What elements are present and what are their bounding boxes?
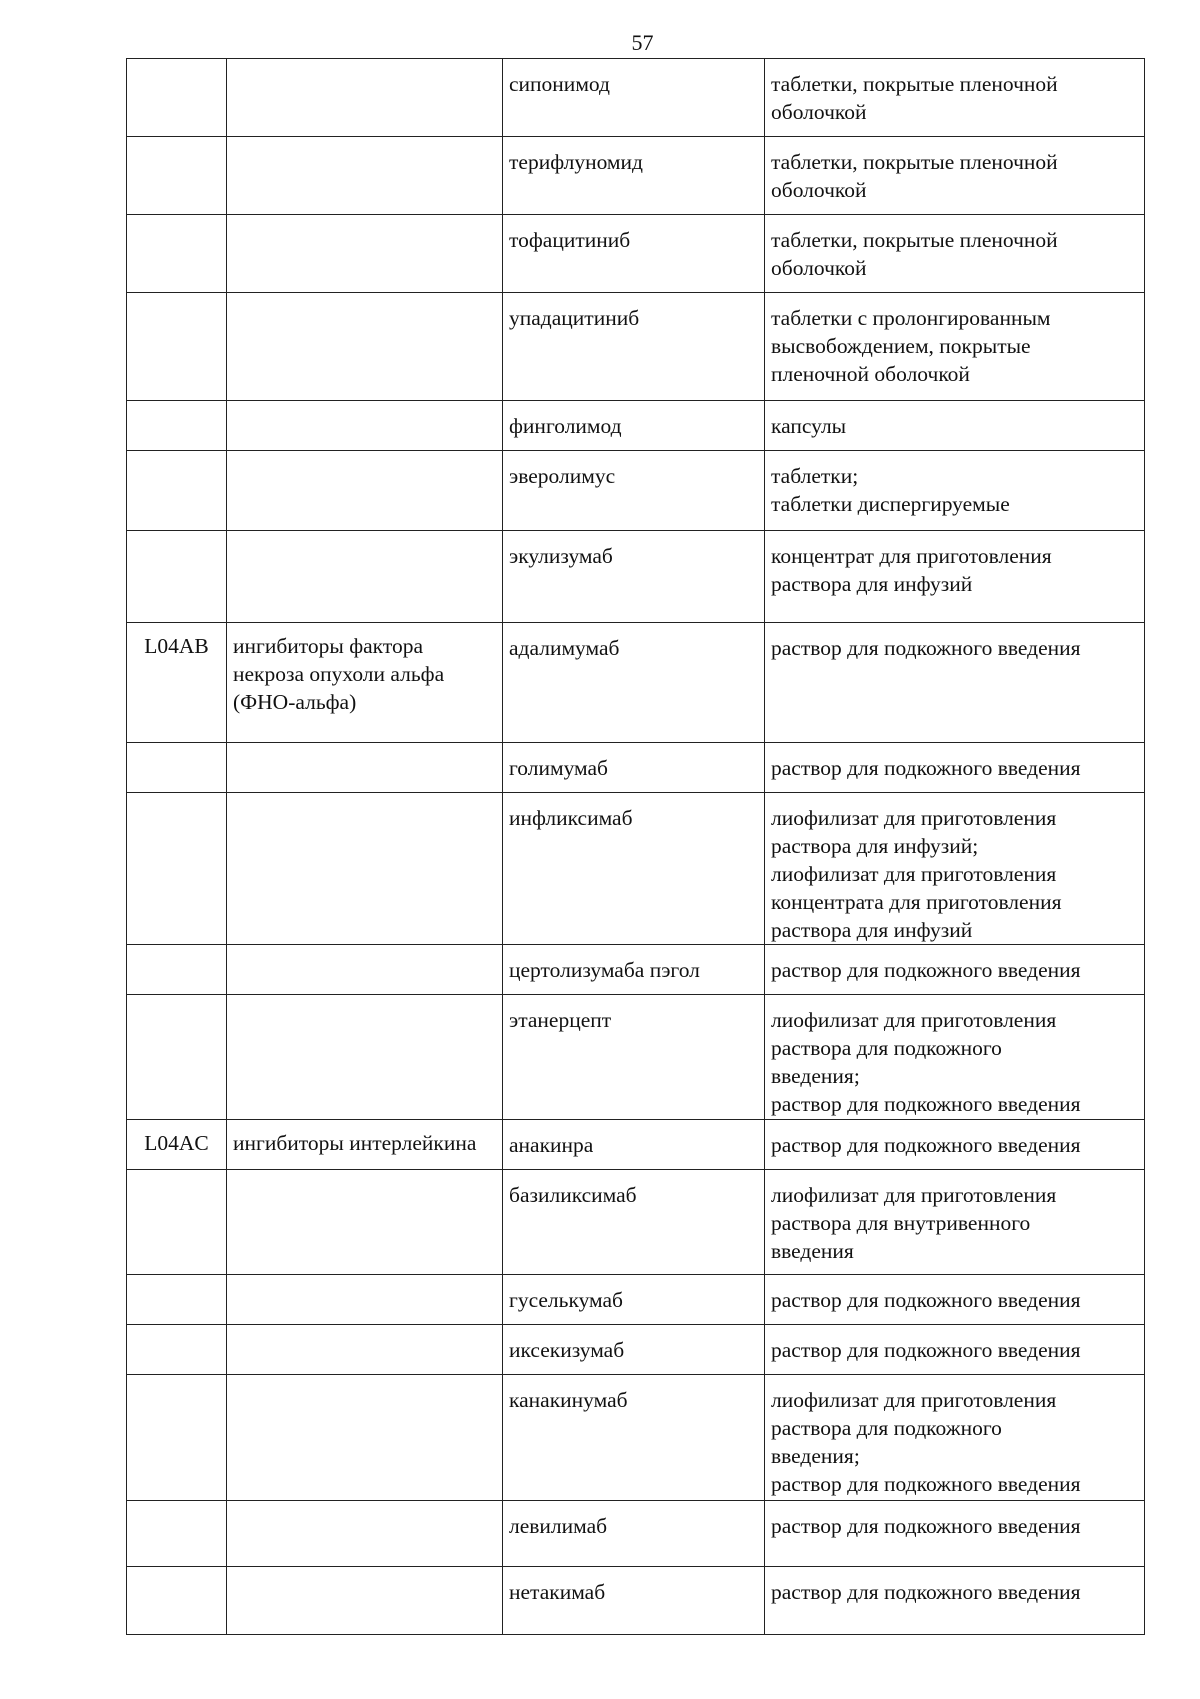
dosage-form-cell <box>765 995 1145 1120</box>
table-row <box>127 137 1145 215</box>
dosage-form-line: раствора для подкожного <box>771 1416 1002 1440</box>
dosage-form-cell <box>765 1275 1145 1325</box>
group-name-cell: ингибиторы интерлейкина <box>227 1120 503 1170</box>
group-name-cell <box>227 293 503 401</box>
dosage-form-line: раствор для подкожного введения <box>771 1092 1081 1116</box>
dosage-form-line: лиофилизат для приготовления <box>771 862 1057 886</box>
table-row <box>127 1275 1145 1325</box>
drug-name-cell: гуселькумаб <box>503 1275 765 1325</box>
drug-name-cell: голимумаб <box>503 743 765 793</box>
drug-name-cell: анакинра <box>503 1120 765 1170</box>
table-row <box>127 1325 1145 1375</box>
atc-code-cell <box>127 1170 227 1275</box>
atc-code-cell <box>127 1501 227 1567</box>
dosage-form-cell <box>765 531 1145 623</box>
group-name-cell <box>227 1567 503 1635</box>
drug-name-cell: эверолимус <box>503 451 765 531</box>
dosage-form-line: раствора для инфузий; <box>771 834 979 858</box>
dosage-form-line: таблетки диспергируемые <box>771 492 1010 516</box>
atc-code-cell <box>127 1275 227 1325</box>
dosage-form-cell <box>765 451 1145 531</box>
table-row <box>127 995 1145 1120</box>
drug-name-cell: цертолизумаба пэгол <box>503 945 765 995</box>
atc-code-cell <box>127 793 227 945</box>
drug-name-cell: нетакимаб <box>503 1567 765 1635</box>
atc-code-cell <box>127 945 227 995</box>
dosage-form-cell <box>765 401 1145 451</box>
table-row <box>127 623 1145 743</box>
table-row <box>127 1120 1145 1170</box>
table-row <box>127 1375 1145 1501</box>
table-row <box>127 59 1145 137</box>
group-name-cell <box>227 401 503 451</box>
table-row <box>127 1501 1145 1567</box>
dosage-form-line: лиофилизат для приготовления <box>771 1388 1057 1412</box>
drug-name-cell: адалимумаб <box>503 623 765 743</box>
atc-code-cell <box>127 401 227 451</box>
group-name-cell <box>227 531 503 623</box>
table-row <box>127 215 1145 293</box>
table-row <box>127 293 1145 401</box>
table-row <box>127 743 1145 793</box>
atc-code-cell: L04AB <box>127 623 227 743</box>
group-name-cell <box>227 945 503 995</box>
table-row <box>127 945 1145 995</box>
dosage-form-line: введения; <box>771 1444 860 1468</box>
dosage-form-line: раствор для подкожного введения <box>771 1338 1081 1362</box>
group-name-cell: ингибиторы фактора некроза опухоли альфа (ФНО-альфа) <box>227 623 503 743</box>
drug-name-cell: инфликсимаб <box>503 793 765 945</box>
dosage-form-cell <box>765 793 1145 945</box>
dosage-form-line: раствора для подкожного <box>771 1036 1002 1060</box>
atc-code-cell <box>127 1325 227 1375</box>
dosage-form-line: концентрат для приготовления <box>771 544 1052 568</box>
atc-code-cell <box>127 531 227 623</box>
dosage-form-line: раствор для подкожного введения <box>771 958 1081 982</box>
group-name-cell <box>227 995 503 1120</box>
dosage-form-cell <box>765 1120 1145 1170</box>
drug-name-cell: упадацитиниб <box>503 293 765 401</box>
dosage-form-line: раствора для внутривенного <box>771 1211 1031 1235</box>
table-row <box>127 1170 1145 1275</box>
table-row <box>127 451 1145 531</box>
group-name-cell <box>227 215 503 293</box>
dosage-form-line: таблетки; <box>771 464 859 488</box>
atc-code-cell <box>127 743 227 793</box>
dosage-form-line: таблетки, покрытые пленочной <box>771 228 1058 252</box>
dosage-form-line: введения <box>771 1239 854 1263</box>
dosage-form-cell <box>765 137 1145 215</box>
atc-code-cell: L04AC <box>127 1120 227 1170</box>
group-name-cell <box>227 1170 503 1275</box>
group-name-cell <box>227 793 503 945</box>
drug-name-cell: терифлуномид <box>503 137 765 215</box>
dosage-form-cell <box>765 293 1145 401</box>
dosage-form-line: раствор для подкожного введения <box>771 1133 1081 1157</box>
drug-name-cell: иксекизумаб <box>503 1325 765 1375</box>
dosage-form-line: раствор для подкожного введения <box>771 1514 1081 1538</box>
dosage-form-cell <box>765 59 1145 137</box>
dosage-form-line: введения; <box>771 1064 860 1088</box>
group-name-cell <box>227 743 503 793</box>
atc-code-cell <box>127 215 227 293</box>
dosage-form-line: концентрата для приготовления <box>771 890 1062 914</box>
dosage-form-line: высвобождением, покрытые <box>771 334 1031 358</box>
atc-code-cell <box>127 59 227 137</box>
dosage-form-line: таблетки, покрытые пленочной <box>771 72 1058 96</box>
atc-code-cell <box>127 451 227 531</box>
dosage-form-line: раствора для инфузий <box>771 572 973 596</box>
atc-code-cell <box>127 137 227 215</box>
dosage-form-line: раствор для подкожного введения <box>771 756 1081 780</box>
dosage-form-line: пленочной оболочкой <box>771 362 970 386</box>
dosage-form-cell <box>765 1325 1145 1375</box>
group-name-cell <box>227 1501 503 1567</box>
dosage-form-cell <box>765 623 1145 743</box>
drug-name-cell: финголимод <box>503 401 765 451</box>
drug-name-cell: базиликсимаб <box>503 1170 765 1275</box>
group-name-cell <box>227 1325 503 1375</box>
group-name-cell <box>227 59 503 137</box>
drug-name-cell: сипонимод <box>503 59 765 137</box>
dosage-form-cell <box>765 1170 1145 1275</box>
dosage-form-line: раствор для подкожного введения <box>771 1472 1081 1496</box>
atc-code-cell <box>127 293 227 401</box>
drug-table <box>126 58 1145 1635</box>
dosage-form-line: таблетки с пролонгированным <box>771 306 1051 330</box>
dosage-form-line: оболочкой <box>771 256 867 280</box>
page-number: 57 <box>631 30 654 55</box>
table-row <box>127 531 1145 623</box>
drug-name-cell: экулизумаб <box>503 531 765 623</box>
drug-name-cell: тофацитиниб <box>503 215 765 293</box>
dosage-form-cell <box>765 1567 1145 1635</box>
dosage-form-cell <box>765 215 1145 293</box>
table-row <box>127 401 1145 451</box>
dosage-form-cell <box>765 1501 1145 1567</box>
group-name-cell <box>227 1275 503 1325</box>
table-row <box>127 793 1145 945</box>
dosage-form-line: раствор для подкожного введения <box>771 1288 1081 1312</box>
dosage-form-cell <box>765 1375 1145 1501</box>
dosage-form-line: капсулы <box>771 414 847 438</box>
dosage-form-line: таблетки, покрытые пленочной <box>771 150 1058 174</box>
atc-code-cell <box>127 1375 227 1501</box>
atc-code-cell <box>127 995 227 1120</box>
dosage-form-line: раствор для подкожного введения <box>771 1580 1081 1604</box>
dosage-form-line: оболочкой <box>771 100 867 124</box>
table-row <box>127 1567 1145 1635</box>
dosage-form-line: оболочкой <box>771 178 867 202</box>
dosage-form-line: лиофилизат для приготовления <box>771 1183 1057 1207</box>
dosage-form-cell <box>765 743 1145 793</box>
dosage-form-cell <box>765 945 1145 995</box>
dosage-form-line: лиофилизат для приготовления <box>771 806 1057 830</box>
drug-name-cell: этанерцепт <box>503 995 765 1120</box>
group-name-cell <box>227 1375 503 1501</box>
drug-name-cell: канакинумаб <box>503 1375 765 1501</box>
dosage-form-line: раствора для инфузий <box>771 918 973 942</box>
group-name-cell <box>227 451 503 531</box>
drug-name-cell: левилимаб <box>503 1501 765 1567</box>
group-name-cell <box>227 137 503 215</box>
dosage-form-line: лиофилизат для приготовления <box>771 1008 1057 1032</box>
dosage-form-line: раствор для подкожного введения <box>771 636 1081 660</box>
atc-code-cell <box>127 1567 227 1635</box>
